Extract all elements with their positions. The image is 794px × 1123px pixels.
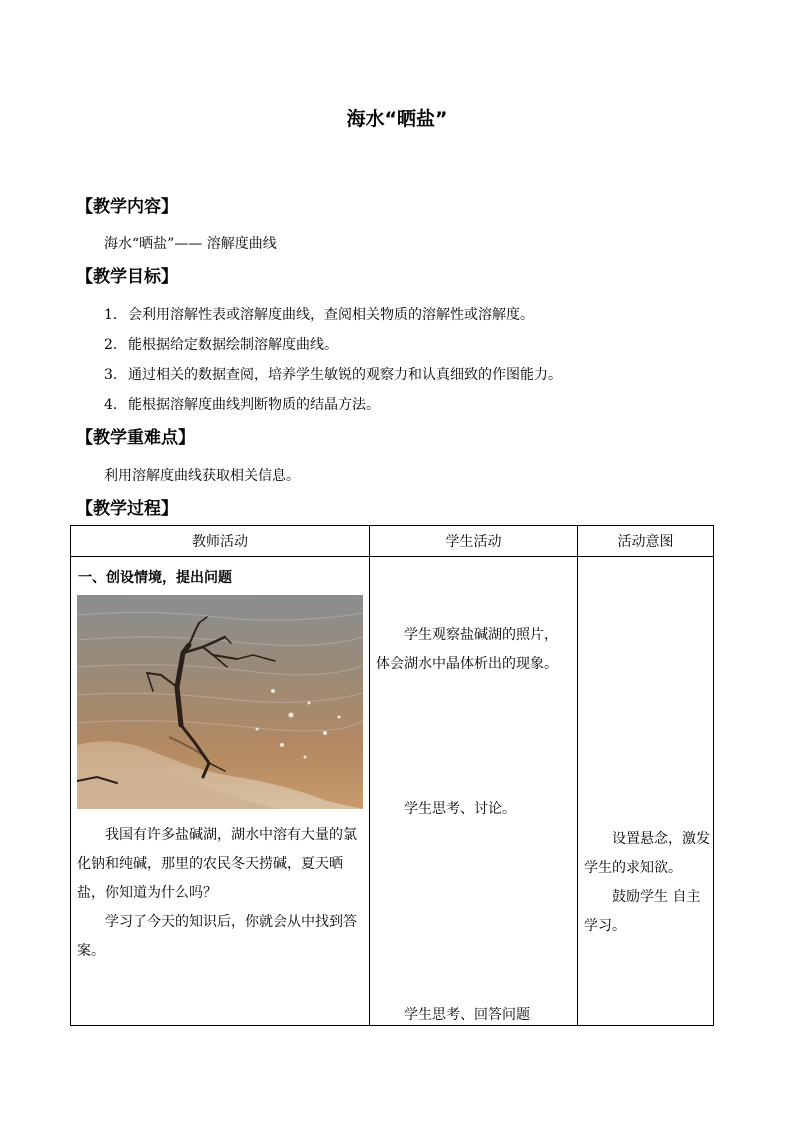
goal-text: 能根据溶解度曲线判断物质的结晶方法。 bbox=[128, 397, 380, 413]
student-text: 学生思考、回答问题 bbox=[404, 1007, 530, 1023]
goal-item bbox=[104, 334, 338, 354]
goal-item bbox=[104, 304, 534, 324]
goal-item bbox=[104, 394, 380, 414]
student-text: 体会湖水中晶体析出的现象。 bbox=[376, 656, 558, 672]
table-row bbox=[71, 557, 714, 1026]
student-text: 学生观察盐碱湖的照片， bbox=[404, 627, 558, 643]
key-points-heading: 【教学重难点】 bbox=[76, 428, 195, 448]
goal-number: 2. bbox=[104, 337, 118, 353]
teacher-paragraph: 我国有许多盐碱湖，湖水中溶有大量的氯化钠和纯碱，那里的农民冬天捞碱，夏天晒盐，你知道为什么吗？ bbox=[77, 827, 357, 901]
page-title: 海水“晒盐” bbox=[346, 108, 448, 130]
key-points-text: 利用溶解度曲线获取相关信息。 bbox=[104, 468, 300, 484]
goals-heading: 【教学目标】 bbox=[76, 267, 178, 287]
salt-lake-photo bbox=[77, 595, 363, 809]
intent-text: 鼓励学生 自主学习。 bbox=[584, 889, 701, 934]
goal-number: 3. bbox=[104, 367, 118, 383]
teacher-cell bbox=[71, 557, 370, 1026]
goal-text: 会利用溶解性表或溶解度曲线，查阅相关物质的溶解性或溶解度。 bbox=[128, 307, 534, 323]
header-intent: 活动意图 bbox=[578, 526, 714, 557]
content-heading: 【教学内容】 bbox=[76, 197, 178, 217]
student-cell bbox=[370, 557, 578, 1026]
process-table bbox=[70, 525, 714, 1026]
intent-cell bbox=[578, 557, 714, 1026]
goal-item bbox=[104, 364, 562, 384]
table-header-row bbox=[71, 526, 714, 557]
content-text: 海水“晒盐”—— 溶解度曲线 bbox=[104, 236, 277, 252]
goal-text: 通过相关的数据查阅，培养学生敏锐的观察力和认真细致的作图能力。 bbox=[128, 367, 562, 383]
goal-text: 能根据给定数据绘制溶解度曲线。 bbox=[128, 337, 338, 353]
teacher-paragraph: 学习了今天的知识后，你就会从中找到答案。 bbox=[77, 914, 357, 959]
header-teacher: 教师活动 bbox=[71, 526, 370, 557]
section-title: 一、创设情境，提出问题 bbox=[78, 570, 232, 586]
goal-number: 4. bbox=[104, 397, 118, 413]
process-heading: 【教学过程】 bbox=[76, 499, 178, 519]
goal-number: 1. bbox=[104, 307, 118, 323]
header-student: 学生活动 bbox=[370, 526, 578, 557]
student-text: 学生思考、讨论。 bbox=[404, 801, 516, 817]
intent-text: 设置悬念，激发学生的求知欲。 bbox=[584, 831, 710, 876]
